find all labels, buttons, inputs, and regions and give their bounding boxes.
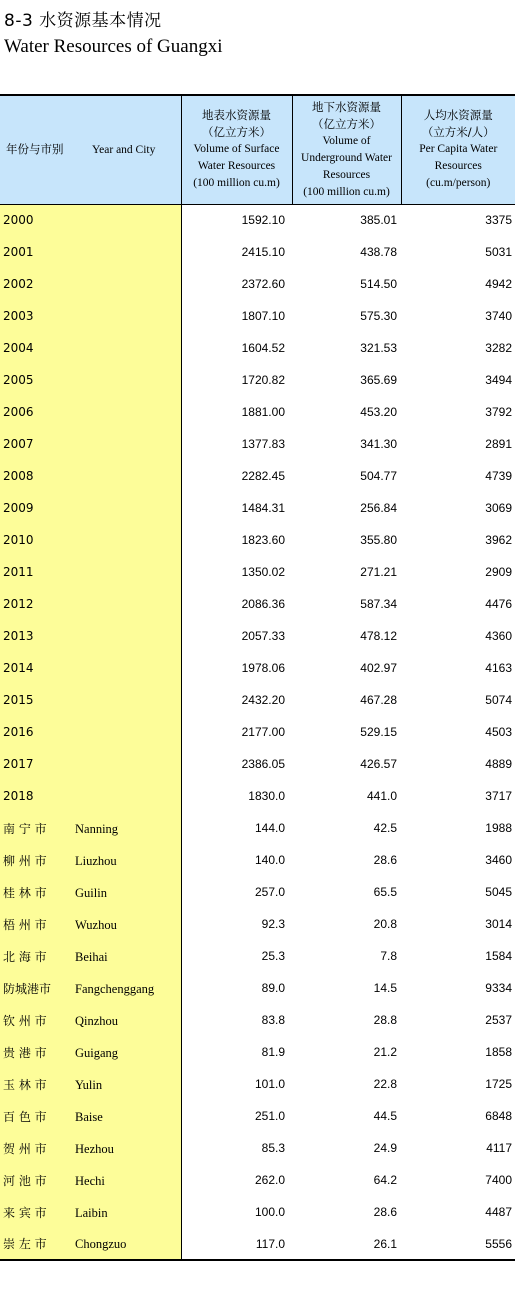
- row-label-cn: 2011: [3, 564, 34, 579]
- row-label: [0, 1100, 181, 1132]
- surface-water-value: 92.3: [261, 917, 285, 931]
- table-row: [0, 940, 515, 972]
- table-row: [0, 1196, 515, 1228]
- row-label-en: Yulin: [75, 1077, 103, 1092]
- row-label-cn: 河 池 市: [3, 1173, 47, 1188]
- row-label: [0, 908, 181, 940]
- row-label: [0, 940, 181, 972]
- table-row: [0, 844, 515, 876]
- per-capita-value: 6848: [485, 1109, 512, 1123]
- row-label-en: Beihai: [75, 949, 108, 964]
- surface-water-value: 89.0: [261, 981, 285, 995]
- row-label-cn: 2005: [3, 372, 34, 387]
- per-capita-value: 3460: [485, 853, 512, 867]
- row-label: [0, 812, 181, 844]
- table-row: [0, 780, 515, 812]
- row-label: [0, 460, 181, 492]
- row-label-cn: 2002: [3, 276, 34, 291]
- underground-water-value: 271.21: [360, 565, 397, 579]
- header-underground-unit-cn: （亿立方米）: [312, 116, 381, 131]
- row-label-cn: 柳 州 市: [3, 853, 47, 868]
- table-row: [0, 748, 515, 780]
- row-label-cn: 防城港市: [3, 981, 52, 996]
- row-label-cn: 2001: [3, 244, 34, 259]
- surface-water-value: 1807.10: [241, 309, 285, 323]
- row-label-cn: 2007: [3, 436, 34, 451]
- table-row: [0, 204, 515, 236]
- surface-water-value: 1484.31: [241, 501, 285, 515]
- per-capita-value: 4117: [486, 1141, 512, 1155]
- per-capita-value: 7400: [485, 1173, 512, 1187]
- surface-water-value: 1830.0: [248, 789, 285, 803]
- surface-water-value: 83.8: [261, 1013, 285, 1027]
- per-capita-value: 2909: [485, 565, 512, 579]
- row-label: [0, 556, 181, 588]
- row-label-en: Nanning: [75, 821, 119, 836]
- row-label-en: Guilin: [75, 885, 107, 900]
- row-label-en: Baise: [75, 1109, 103, 1124]
- surface-water-value: 1823.60: [241, 533, 285, 547]
- row-label-en: Hechi: [75, 1173, 105, 1188]
- row-label: [0, 524, 181, 556]
- table-row: [0, 1068, 515, 1100]
- per-capita-value: 5074: [485, 693, 512, 707]
- row-label: [0, 876, 181, 908]
- row-label: [0, 1196, 181, 1228]
- surface-water-value: 100.0: [254, 1205, 285, 1219]
- row-label-cn: 贺 州 市: [3, 1141, 47, 1156]
- table-row: [0, 268, 515, 300]
- table-row: [0, 556, 515, 588]
- row-label: [0, 972, 181, 1004]
- row-label-en: Guigang: [75, 1045, 119, 1060]
- row-label-cn: 桂 林 市: [3, 885, 47, 900]
- underground-water-value: 575.30: [360, 309, 397, 323]
- surface-water-value: 257.0: [254, 885, 285, 899]
- row-label: [0, 844, 181, 876]
- per-capita-value: 3962: [485, 533, 512, 547]
- table-row: [0, 524, 515, 556]
- underground-water-value: 321.53: [360, 341, 397, 355]
- table-row: [0, 972, 515, 1004]
- row-label: [0, 204, 181, 236]
- row-label-cn: 2008: [3, 468, 34, 483]
- row-label-en: Liuzhou: [75, 853, 117, 868]
- per-capita-value: 2891: [485, 437, 512, 451]
- surface-water-value: 1377.83: [241, 437, 285, 451]
- row-label-cn: 百 色 市: [3, 1109, 47, 1124]
- surface-water-value: 117.0: [181, 1228, 292, 1260]
- header-year-city: [0, 95, 181, 204]
- row-label-en: Qinzhou: [75, 1013, 119, 1028]
- row-label-en: Chongzuo: [75, 1237, 127, 1251]
- header-surface-unit-cn: （亿立方米）: [202, 125, 271, 140]
- surface-water-value: 1720.82: [241, 373, 285, 387]
- per-capita-value: 5556: [401, 1228, 515, 1260]
- per-capita-value: 1584: [485, 949, 512, 963]
- row-label: [0, 716, 181, 748]
- row-label-cn: 来 宾 市: [3, 1205, 47, 1220]
- row-label-cn: 北 海 市: [3, 949, 47, 964]
- table-row: [0, 1100, 515, 1132]
- surface-water-value: 140.0: [254, 853, 285, 867]
- row-label: [0, 492, 181, 524]
- underground-water-value: 514.50: [360, 277, 397, 291]
- table-row: [0, 684, 515, 716]
- per-capita-value: 3740: [485, 309, 512, 323]
- underground-water-value: 28.8: [373, 1013, 397, 1027]
- row-label-cn: 2010: [3, 532, 34, 547]
- row-label-cn: 2015: [3, 692, 34, 707]
- row-label: [0, 620, 181, 652]
- row-label: [0, 684, 181, 716]
- surface-water-value: 25.3: [261, 949, 285, 963]
- row-label-cn: 玉 林 市: [3, 1077, 47, 1092]
- underground-water-value: 65.5: [373, 885, 397, 899]
- table-title-english: Water Resources of Guangxi: [4, 36, 223, 57]
- row-label: [0, 428, 181, 460]
- row-label: [0, 1228, 181, 1260]
- row-label-en: Hezhou: [75, 1141, 114, 1156]
- table-row: [0, 716, 515, 748]
- row-label-cn: 2016: [3, 724, 34, 739]
- table-row: [0, 492, 515, 524]
- per-capita-value: 4360: [485, 629, 512, 643]
- underground-water-value: 22.8: [373, 1077, 397, 1091]
- underground-water-value: 467.28: [360, 693, 397, 707]
- header-year-city-en: Year and City: [92, 143, 156, 156]
- underground-water-value: 42.5: [373, 821, 397, 835]
- surface-water-value: 1881.00: [241, 405, 285, 419]
- table-row: [0, 300, 515, 332]
- table-row: [0, 1228, 515, 1260]
- surface-water-value: 1978.06: [241, 661, 285, 675]
- table-row: [0, 428, 515, 460]
- per-capita-value: 9334: [485, 981, 512, 995]
- per-capita-value: 3717: [485, 789, 512, 803]
- underground-water-value: 385.01: [360, 213, 397, 228]
- table-row: [0, 1036, 515, 1068]
- underground-water-value: 504.77: [360, 469, 397, 483]
- row-label-en: Fangchenggang: [75, 981, 155, 996]
- row-label-cn: 2013: [3, 628, 34, 643]
- underground-water-value: 478.12: [360, 629, 397, 643]
- row-label-cn: 2003: [3, 308, 34, 323]
- row-label: [0, 652, 181, 684]
- row-label-cn: 2014: [3, 660, 34, 675]
- header-year-city-cn: 年份与市别: [6, 141, 64, 156]
- row-label-cn: 2009: [3, 500, 34, 515]
- per-capita-value: 4163: [485, 661, 512, 675]
- table-row: [0, 460, 515, 492]
- row-label: [0, 236, 181, 268]
- header-per-capita-en: Per Capita Water Resources: [419, 143, 498, 173]
- underground-water-value: 24.9: [373, 1141, 397, 1155]
- surface-water-value: 2177.00: [241, 725, 285, 739]
- surface-water-value: 101.0: [254, 1077, 285, 1091]
- table-row: [0, 588, 515, 620]
- row-label: [0, 268, 181, 300]
- row-label-cn: 梧 州 市: [3, 917, 47, 932]
- underground-water-value: 28.6: [373, 853, 397, 867]
- row-label: [0, 748, 181, 780]
- water-resources-table: [0, 94, 515, 1261]
- surface-water-value: 262.0: [254, 1173, 285, 1187]
- row-label: [0, 1164, 181, 1196]
- row-label-cn: 贵 港 市: [3, 1045, 47, 1060]
- per-capita-value: 4487: [485, 1205, 512, 1219]
- row-label: [0, 1036, 181, 1068]
- underground-water-value: 28.6: [373, 1205, 397, 1219]
- table-row: [0, 1132, 515, 1164]
- per-capita-value: 4476: [485, 597, 512, 611]
- header-underground-en: Volume of Underground Water Resources: [301, 134, 392, 181]
- underground-water-value: 365.69: [360, 373, 397, 387]
- underground-water-value: 426.57: [360, 757, 397, 771]
- underground-water-value: 587.34: [360, 597, 397, 611]
- per-capita-value: 2537: [485, 1013, 512, 1027]
- surface-water-value: 2432.20: [241, 693, 285, 707]
- table-title-chinese: 8-3 水资源基本情况: [4, 11, 162, 31]
- header-surface-en: Volume of Surface Water Resources: [193, 143, 280, 173]
- per-capita-value: 3792: [485, 405, 512, 419]
- table-row: [0, 364, 515, 396]
- row-label: [0, 1132, 181, 1164]
- underground-water-value: 402.97: [360, 661, 397, 675]
- underground-water-value: 438.78: [360, 245, 397, 259]
- header-underground-cn: 地下水资源量: [312, 99, 381, 114]
- header-surface-water: [181, 95, 292, 204]
- row-label-cn: 南 宁 市: [3, 821, 47, 836]
- row-label: [0, 1004, 181, 1036]
- header-per-capita-cn: 人均水资源量: [423, 108, 493, 123]
- surface-water-value: 2386.05: [241, 757, 285, 771]
- surface-water-value: 1592.10: [241, 213, 285, 228]
- header-per-capita-unit-cn: （立方米/人）: [421, 125, 495, 140]
- underground-water-value: 44.5: [373, 1109, 397, 1123]
- per-capita-value: 5045: [485, 885, 512, 899]
- table-row: [0, 908, 515, 940]
- table-row: [0, 652, 515, 684]
- table-row: [0, 1004, 515, 1036]
- row-label-cn: 钦 州 市: [3, 1013, 47, 1028]
- surface-water-value: 1350.02: [241, 565, 285, 579]
- underground-water-value: 529.15: [360, 725, 397, 739]
- row-label-cn: 2006: [3, 404, 34, 419]
- surface-water-value: 144.0: [254, 821, 285, 835]
- per-capita-value: 3494: [485, 373, 512, 387]
- per-capita-value: 1858: [485, 1045, 512, 1059]
- table-body: [0, 204, 515, 1260]
- surface-water-value: 251.0: [254, 1109, 285, 1123]
- underground-water-value: 21.2: [373, 1045, 397, 1059]
- row-label: [0, 364, 181, 396]
- table-row: [0, 236, 515, 268]
- per-capita-value: 4503: [485, 725, 512, 739]
- header-surface-cn: 地表水资源量: [202, 108, 271, 123]
- row-label: [0, 780, 181, 812]
- per-capita-value: 3014: [485, 917, 512, 931]
- row-label: [0, 300, 181, 332]
- row-label-cn: 2004: [3, 340, 34, 355]
- surface-water-value: 1604.52: [241, 341, 285, 355]
- table-row: [0, 1164, 515, 1196]
- underground-water-value: 341.30: [360, 437, 397, 451]
- underground-water-value: 64.2: [373, 1173, 397, 1187]
- table-row: [0, 620, 515, 652]
- per-capita-value: 4739: [485, 469, 512, 483]
- row-label: [0, 588, 181, 620]
- underground-water-value: 441.0: [366, 789, 397, 803]
- underground-water-value: 453.20: [360, 405, 397, 419]
- per-capita-value: 3375: [485, 213, 512, 228]
- row-label-cn: 2000: [3, 212, 34, 227]
- underground-water-value: 355.80: [360, 533, 397, 547]
- header-surface-unit-en: (100 million cu.m): [193, 177, 280, 190]
- row-label-cn: 2012: [3, 596, 34, 611]
- row-label-cn: 2017: [3, 756, 34, 771]
- per-capita-value: 3069: [485, 501, 512, 515]
- row-label-cn: 崇 左 市: [3, 1237, 47, 1251]
- per-capita-value: 1725: [485, 1077, 512, 1091]
- header-per-capita: [401, 95, 515, 204]
- header-underground-unit-en: (100 million cu.m): [303, 185, 390, 198]
- surface-water-value: 81.9: [261, 1045, 285, 1059]
- table-row: [0, 812, 515, 844]
- table-row: [0, 876, 515, 908]
- per-capita-value: 5031: [485, 245, 512, 259]
- row-label-en: Laibin: [75, 1205, 108, 1220]
- surface-water-value: 2057.33: [241, 629, 285, 643]
- per-capita-value: 3282: [485, 341, 512, 355]
- surface-water-value: 2282.45: [241, 469, 285, 483]
- per-capita-value: 1988: [485, 821, 512, 835]
- header-underground-water: [292, 95, 401, 204]
- row-label-en: Wuzhou: [75, 917, 117, 932]
- underground-water-value: 7.8: [380, 949, 397, 963]
- underground-water-value: 20.8: [373, 917, 397, 931]
- row-label: [0, 1068, 181, 1100]
- per-capita-value: 4889: [485, 757, 512, 771]
- surface-water-value: 2372.60: [241, 277, 285, 291]
- surface-water-value: 2415.10: [241, 245, 285, 259]
- row-label-cn: 2018: [3, 788, 34, 803]
- table-row: [0, 396, 515, 428]
- table-row: [0, 332, 515, 364]
- row-label: [0, 332, 181, 364]
- surface-water-value: 2086.36: [241, 597, 285, 611]
- header-per-capita-unit-en: (cu.m/person): [426, 177, 491, 190]
- underground-water-value: 14.5: [373, 981, 397, 995]
- underground-water-value: 256.84: [360, 501, 397, 515]
- table-header-row: [0, 95, 515, 204]
- surface-water-value: 85.3: [261, 1141, 285, 1155]
- row-label: [0, 396, 181, 428]
- per-capita-value: 4942: [485, 277, 512, 291]
- underground-water-value: 26.1: [292, 1228, 401, 1260]
